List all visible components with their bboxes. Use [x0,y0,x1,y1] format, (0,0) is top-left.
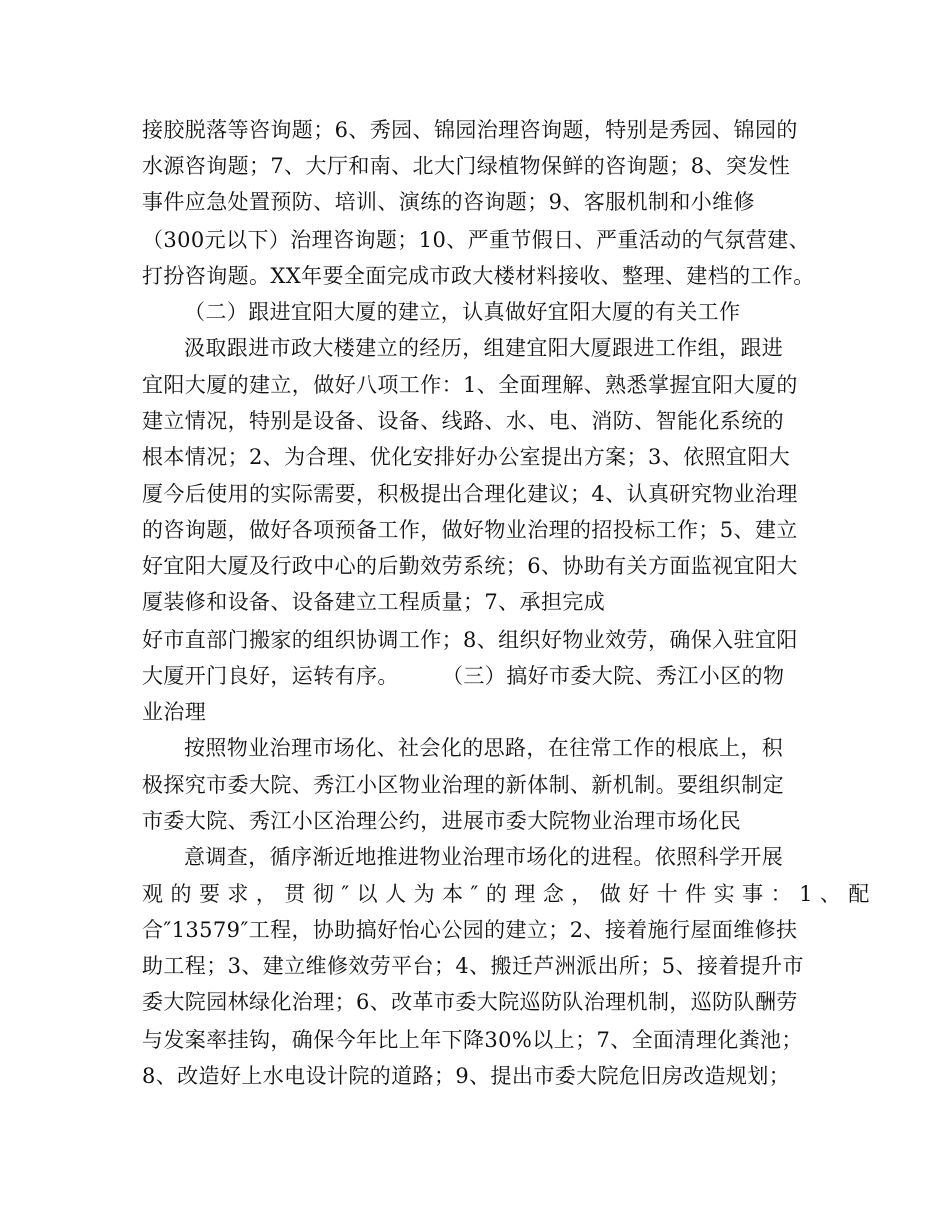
text-line: 助工程；3、建立维修效劳平台；4、搬迁芦洲派出所；5、接着提升市 [142,954,804,978]
text-line: 建立情况，特别是设备、设备、线路、水、电、消防、智能化系统的 [142,409,784,433]
text-line: 接胶脱落等咨询题；6、秀园、锦园治理咨询题，特别是秀园、锦园的 [142,118,798,142]
paragraph-first-line: 汲取跟进市政大楼建立的经历，组建宜阳大厦跟进工作组，跟进 [184,336,784,360]
text-line: 的咨询题，做好各项预备工作，做好物业治理的招投标工作；5、建立 [142,518,798,542]
text-line: 打扮咨询题。XX年要全面完成市政大楼材料接收、整理、建档的工作。 [142,264,815,288]
text-line: 委大院园林绿化治理；6、改革市委大院巡防队治理机制，巡防队酬劳 [142,990,798,1014]
text-line: 根本情况；2、为合理、优化安排好办公室提出方案；3、依照宜阳大 [142,445,791,469]
paragraph-first-line: 按照物业治理市场化、社会化的思路，在往常工作的根底上，积 [184,736,784,760]
text-line: 8、改造好上水电设计院的道路；9、提出市委大院危旧房改造规划； [142,1064,791,1088]
text-line: （300元以下）治理咨询题；10、严重节假日、严重活动的气氛营建、 [142,228,811,252]
text-line: 极探究市委大院、秀江小区物业治理的新体制、新机制。要组织制定 [142,773,784,797]
text-line: 好市直部门搬家的组织协调工作；8、组织好物业效劳，确保入驻宜阳 [142,628,798,652]
text-line: 大厦开门良好，运转有序。 （三）搞好市委大院、秀江小区的物 [142,664,785,688]
text-line: 事件应急处置预防、培训、演练的咨询题；9、客服机制和小维修 [142,190,755,214]
text-line: 厦装修和设备、设备建立工程质量；7、承担完成 [142,590,606,614]
text-line: 市委大院、秀江小区治理公约，进展市委大院物业治理市场化民 [142,809,742,833]
text-line: 观 的 要 求 ， 贯 彻 ″ 以 人 为 本 ″ 的 理 念 ， 做 好 十 件 实 事 ： 1 、 配 [142,882,870,906]
paragraph-first-line: 意调查，循序渐近地推进物业治理市场化的进程。依照科学开展 [184,845,784,869]
text-line: 厦今后使用的实际需要，积极提出合理化建议；4、认真研究物业治理 [142,482,798,506]
text-line: 宜阳大厦的建立，做好八项工作：1、全面理解、熟悉掌握宜阳大厦的 [142,373,798,397]
section-heading-continuation: 业治理 [142,700,207,724]
section-heading: （二）跟进宜阳大厦的建立，认真做好宜阳大厦的有关工作 [184,300,741,324]
text-line: 水源咨询题；7、大厅和南、北大门绿植物保鲜的咨询题；8、突发性 [142,154,791,178]
text-line: 与发案率挂钩，确保今年比上年下降30%以上；7、全面清理化粪池； [142,1028,803,1052]
text-line: 好宜阳大厦及行政中心的后勤效劳系统；6、协助有关方面监视宜阳大 [142,554,798,578]
text-line: 合″13579″工程，协助搞好怡心公园的建立；2、接着施行屋面维修扶 [142,918,798,942]
